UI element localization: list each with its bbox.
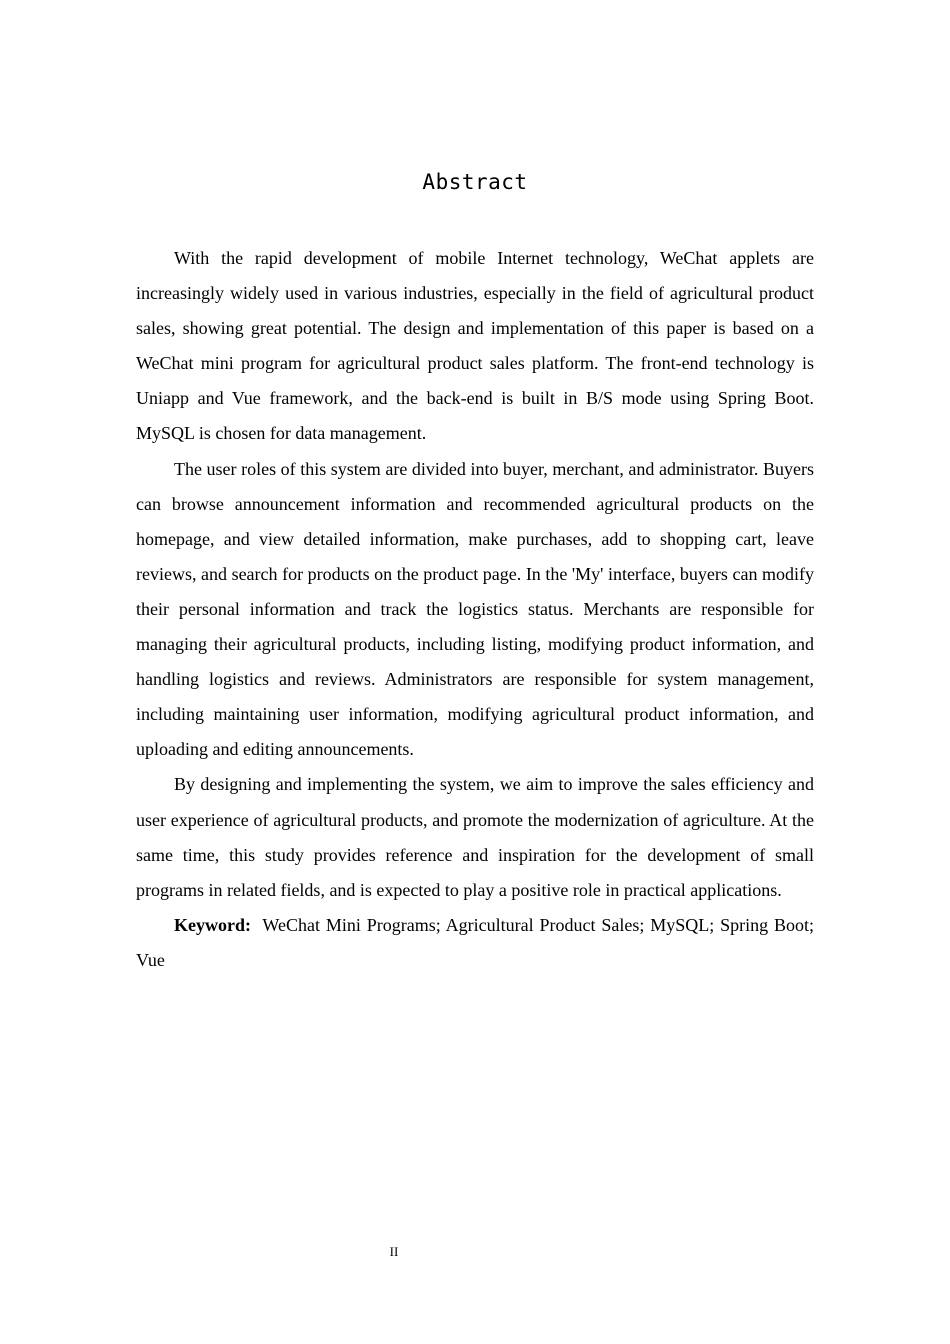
- abstract-title: Abstract: [422, 170, 528, 194]
- abstract-paragraph-2: The user roles of this system are divided into buyer, merchant, and administrator. Buyers can browse announcement information and recommended agricultural products on the homepage, and view detailed information, make purchases, add to shopping cart, leave reviews, and search for products on the product page. In the 'My' interface, buyers can modify their personal information and track the logistics status. Merchants are responsible for managing their agricultural products, including listing, modifying product information, and handling logistics and reviews. Administrators are responsible for system management, including maintaining user information, modifying agricultural product information, and uploading and editing announcements.: [136, 458, 814, 760]
- keywords-line: [136, 908, 814, 978]
- abstract-body: [136, 241, 814, 978]
- keywords-text: WeChat Mini Programs; Agricultural Product Sales; MySQL; Spring Boot; Vue: [136, 914, 814, 970]
- page-number: II: [389, 1244, 399, 1259]
- keywords-label: Keyword:: [174, 914, 251, 935]
- abstract-paragraph-3: By designing and implementing the system, we aim to improve the sales efficiency and user experience of agricultural products, and promote the modernization of agriculture. At the same time, this study provides reference and inspiration for the development of small programs in related fields, and is expected to play a positive role in practical applications.: [136, 774, 814, 900]
- abstract-paragraph-1: With the rapid development of mobile Internet technology, WeChat applets are increasingly widely used in various industries, especially in the field of agricultural product sales, showing great potential. The design and implementation of this paper is based on a WeChat mini program for agricultural product sales platform. The front-end technology is Uniapp and Vue framework, and the back-end is built in B/S mode using Spring Boot. MySQL is chosen for data management.: [136, 248, 814, 444]
